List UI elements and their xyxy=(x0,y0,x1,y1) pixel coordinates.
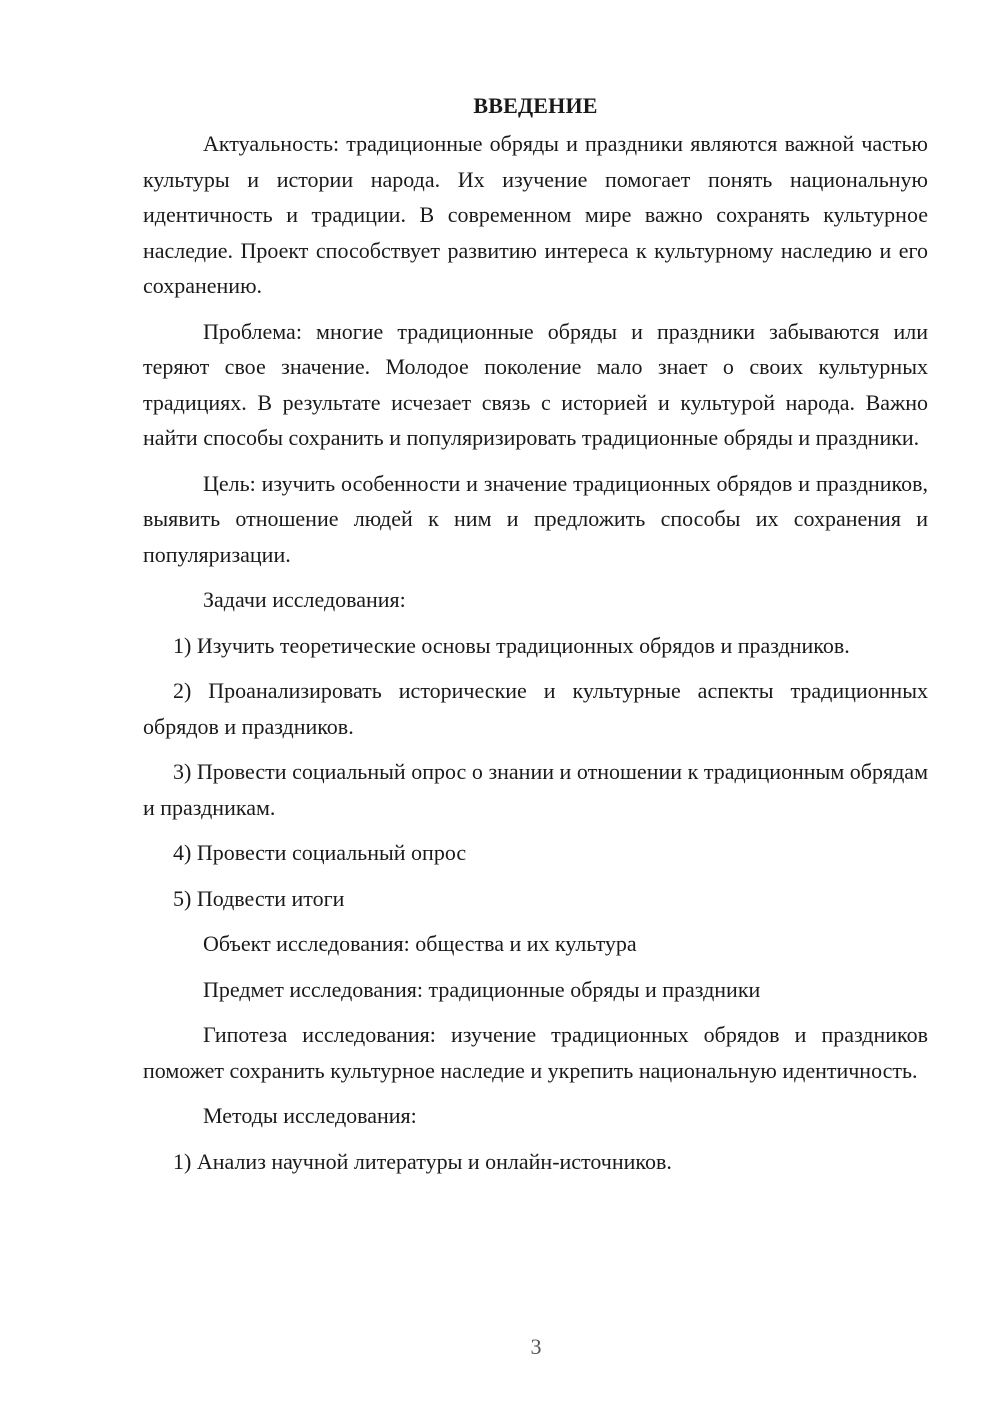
relevance-paragraph: Актуальность: традиционные обряды и праздники являются важной частью культуры и истории народа. Их изучение помогает понять национальную идентичность и традиции. В современном мире важно сохранять культурное наследие. Проект способствует развитию интереса к культурному наследию и его сохранению. xyxy=(143,131,928,298)
task-item-2: 2) Проанализировать исторические и культурные аспекты традиционных обрядов и праздников. xyxy=(143,678,928,739)
problem-paragraph: Проблема: многие традиционные обряды и праздники забываются или теряют свое значение. Молодое поколение мало знает о своих культурных традициях. В результате исчезает связь с историей и культурой народа. Важно найти способы сохранить и популяризировать традиционные обряды и праздники. xyxy=(143,318,928,450)
method-item-1: 1) Анализ научной литературы и онлайн-источников. xyxy=(173,1148,672,1174)
task-item-4: 4) Провести социальный опрос xyxy=(173,840,467,865)
section-title: ВВЕДЕНИЕ xyxy=(473,93,598,118)
page-number: 3 xyxy=(530,1334,542,1359)
methods-heading: Методы исследования: xyxy=(203,1103,417,1128)
hypothesis-paragraph: Гипотеза исследования: изучение традиционных обрядов и праздников поможет сохранить культурное наследие и укрепить национальную идентичность. xyxy=(143,1022,928,1083)
task-item-3: 3) Провести социальный опрос о знании и отношении к традиционным обрядам и праздникам. xyxy=(143,759,928,820)
task-item-1: 1) Изучить теоретические основы традиционных обрядов и праздников. xyxy=(173,632,850,658)
task-item-5: 5) Подвести итоги xyxy=(173,885,345,911)
tasks-heading: Задачи исследования: xyxy=(203,587,406,612)
subject-line: Предмет исследования: традиционные обряды и праздники xyxy=(203,976,761,1002)
document-page xyxy=(143,90,928,1189)
object-line: Объект исследования: общества и их культура xyxy=(203,931,637,956)
goal-paragraph: Цель: изучить особенности и значение традиционных обрядов и праздников, выявить отношение людей к ним и предложить способы их сохранения и популяризации. xyxy=(143,470,928,567)
